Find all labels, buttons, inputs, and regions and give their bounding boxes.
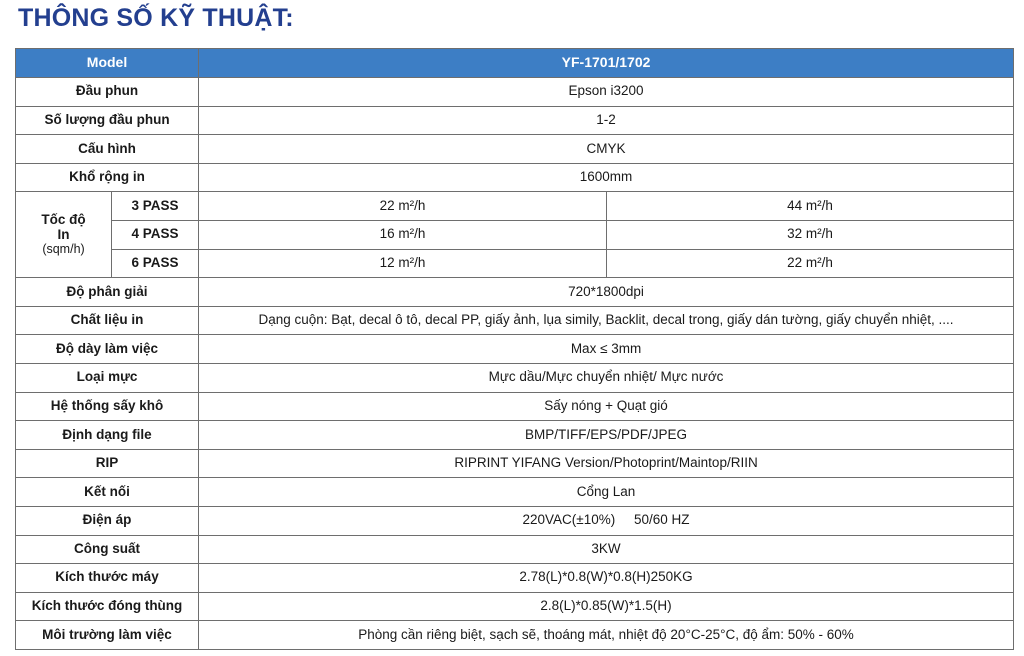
table-header-row	[16, 49, 1014, 78]
row-label: Điện áp	[16, 506, 199, 535]
row-value: Epson i3200	[199, 78, 1014, 107]
row-label: Kích thước đóng thùng	[16, 592, 199, 621]
speed-label-unit: (sqm/h)	[42, 241, 85, 256]
speed-value-model2: 22 m²/h	[607, 249, 1014, 278]
row-value: 720*1800dpi	[199, 278, 1014, 307]
table-row	[16, 78, 1014, 107]
row-value: 1600mm	[199, 163, 1014, 192]
row-value: Phòng cần riêng biệt, sạch sẽ, thoáng mát, nhiệt độ 20°C-25°C, độ ẩm: 50% - 60%	[199, 621, 1014, 650]
speed-row	[16, 220, 1014, 249]
header-model-value: YF-1701/1702	[199, 49, 1014, 78]
row-value: 220VAC(±10%) 50/60 HZ	[199, 506, 1014, 535]
row-label: Độ dày làm việc	[16, 335, 199, 364]
row-value: Dạng cuộn: Bạt, decal ô tô, decal PP, giấy ảnh, lụa simily, Backlit, decal trong, giấy dán tường, giấy chuyển nhiệt, ....	[199, 306, 1014, 335]
spec-table	[15, 48, 1014, 650]
table-row	[16, 592, 1014, 621]
row-value: Sấy nóng + Quạt gió	[199, 392, 1014, 421]
pass-label: 6 PASS	[112, 249, 199, 278]
row-label: Khổ rộng in	[16, 163, 199, 192]
table-row	[16, 449, 1014, 478]
row-label: Môi trường làm việc	[16, 621, 199, 650]
pass-label: 3 PASS	[112, 192, 199, 221]
speed-value-model1: 16 m²/h	[199, 220, 607, 249]
table-row	[16, 506, 1014, 535]
speed-label-line2: In	[57, 226, 70, 242]
row-label: Kết nối	[16, 478, 199, 507]
speed-label-cell	[16, 192, 112, 278]
page-title: THÔNG SỐ KỸ THUẬT:	[18, 4, 294, 32]
row-value: Mực dầu/Mực chuyển nhiệt/ Mực nước	[199, 363, 1014, 392]
row-value: CMYK	[199, 135, 1014, 164]
row-label: Đầu phun	[16, 78, 199, 107]
row-value: 2.8(L)*0.85(W)*1.5(H)	[199, 592, 1014, 621]
row-value: BMP/TIFF/EPS/PDF/JPEG	[199, 421, 1014, 450]
table-row	[16, 535, 1014, 564]
table-row	[16, 306, 1014, 335]
row-label: Hệ thống sấy khô	[16, 392, 199, 421]
table-row	[16, 564, 1014, 593]
row-label: Độ phân giải	[16, 278, 199, 307]
table-row	[16, 621, 1014, 650]
row-label: RIP	[16, 449, 199, 478]
speed-value-model2: 44 m²/h	[607, 192, 1014, 221]
table-row	[16, 478, 1014, 507]
speed-row	[16, 249, 1014, 278]
table-row	[16, 135, 1014, 164]
speed-row	[16, 192, 1014, 221]
header-label: Model	[16, 49, 199, 78]
table-row	[16, 392, 1014, 421]
row-value: Max ≤ 3mm	[199, 335, 1014, 364]
pass-label: 4 PASS	[112, 220, 199, 249]
row-label: Số lượng đầu phun	[16, 106, 199, 135]
table-row	[16, 335, 1014, 364]
row-value: Cổng Lan	[199, 478, 1014, 507]
row-value: 2.78(L)*0.8(W)*0.8(H)250KG	[199, 564, 1014, 593]
table-row	[16, 163, 1014, 192]
row-label: Định dạng file	[16, 421, 199, 450]
speed-value-model1: 22 m²/h	[199, 192, 607, 221]
speed-value-model1: 12 m²/h	[199, 249, 607, 278]
table-row	[16, 421, 1014, 450]
row-label: Công suất	[16, 535, 199, 564]
row-label: Kích thước máy	[16, 564, 199, 593]
speed-value-model2: 32 m²/h	[607, 220, 1014, 249]
table-row	[16, 363, 1014, 392]
row-value: RIPRINT YIFANG Version/Photoprint/Maintop/RIIN	[199, 449, 1014, 478]
row-value: 3KW	[199, 535, 1014, 564]
table-row	[16, 106, 1014, 135]
row-label: Cấu hình	[16, 135, 199, 164]
row-label: Loại mực	[16, 363, 199, 392]
row-label: Chất liệu in	[16, 306, 199, 335]
table-row	[16, 278, 1014, 307]
speed-label-line1: Tốc độ	[41, 212, 86, 228]
row-value: 1-2	[199, 106, 1014, 135]
